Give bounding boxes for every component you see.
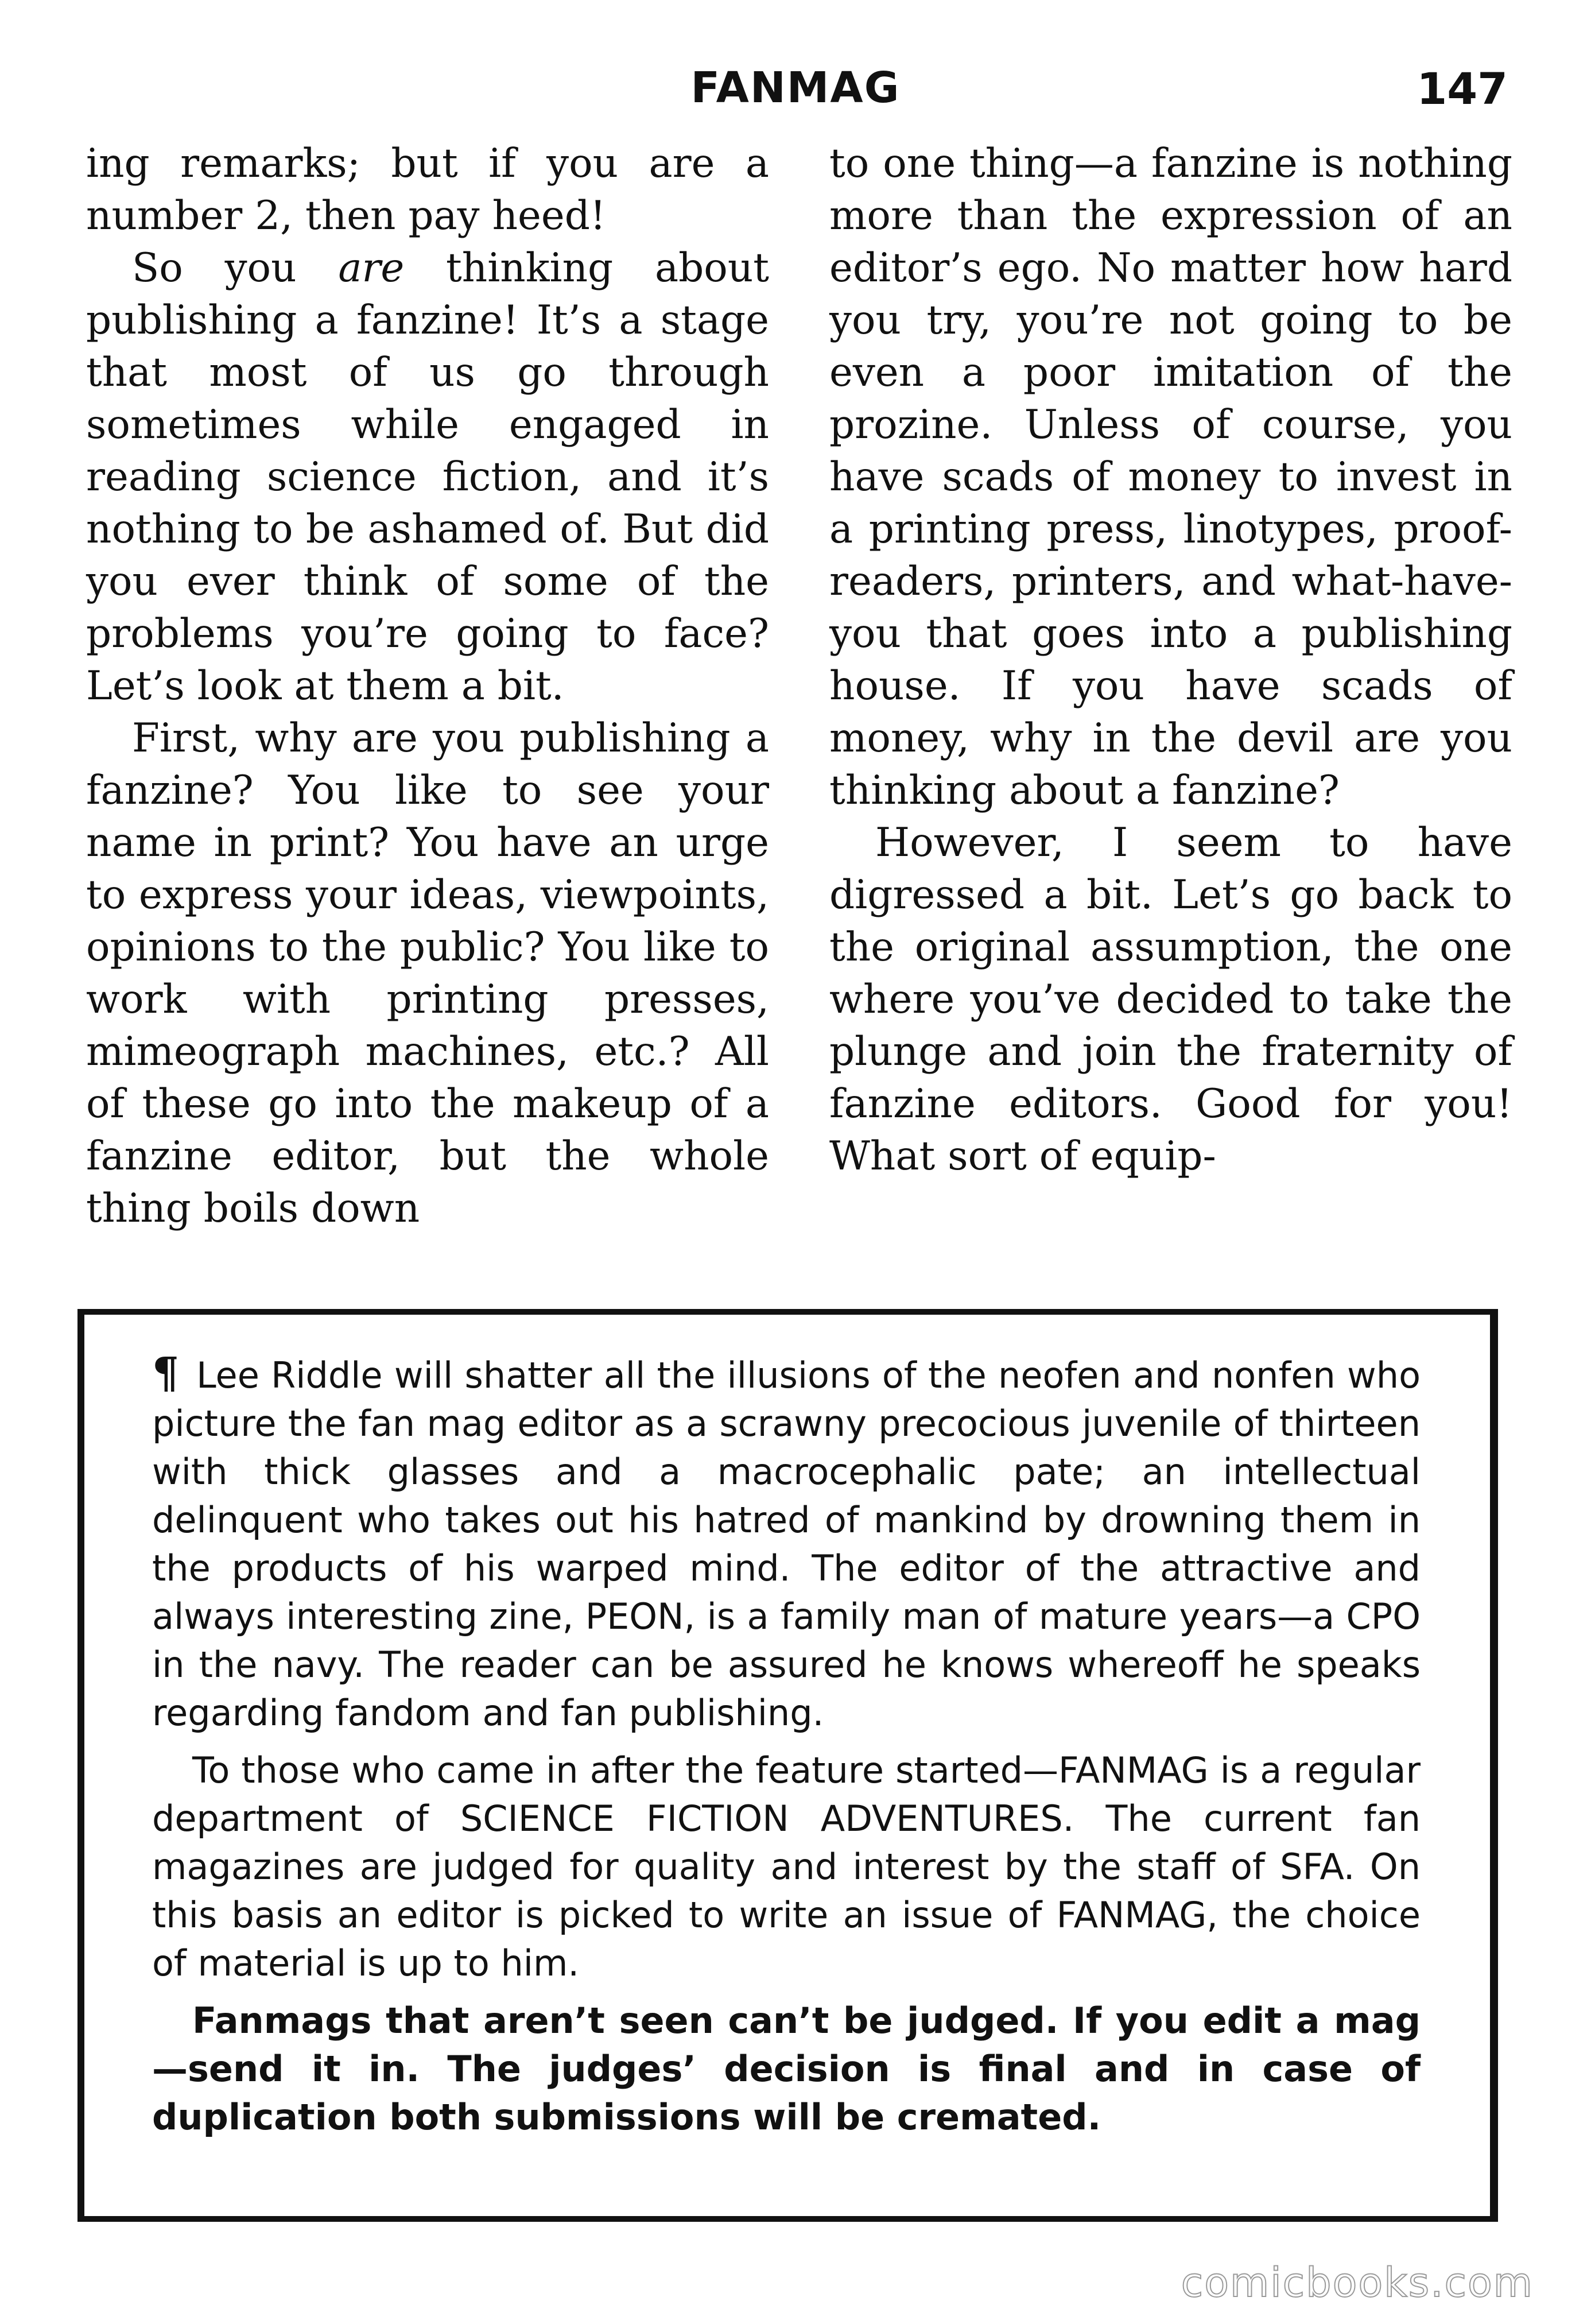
left-paragraph-1: ing remarks; but if you are a number 2, then pay heed! xyxy=(86,141,769,239)
page-title: FANMAG xyxy=(690,63,901,113)
left-paragraph-2-start: So you xyxy=(132,245,339,291)
left-paragraph-2 xyxy=(86,242,769,712)
editor-note-paragraph-1 xyxy=(152,1349,1421,1737)
right-column xyxy=(829,138,1512,1183)
left-paragraph-3: First, why are you publishing a fanzine? You like to see your name in print? You have an urge to express your ideas, viewpoints, opinions to the public? You like to work with printing presses, mimeograph machines, etc.? All of these go into the makeup of a fanzine editor, but the whole thing boils down xyxy=(86,715,769,1231)
watermark: comicbooks.com xyxy=(1181,2259,1534,2306)
emphasis-are: are xyxy=(338,245,405,291)
left-paragraph-2-rest: thinking about publishing a fanzine! It’s a stage that most of us go through sometimes while engaged in reading science fiction, and it’s nothing to be ashamed of. But did you ever think of some of the problems you’re going to face? Let’s look at them a bit. xyxy=(86,245,769,709)
editor-note-paragraph-1-text: Lee Riddle will shatter all the illusions of the neofen and nonfen who picture the fan mag editor as a scrawny precocious juvenile of thirteen with thick glasses and a macrocephalic pate; an intellectual delinquent who takes out his hatred of mankind by drowning them in the products of his warped mind. The editor of the attractive and always interesting zine, PEON, is a family man of mature years—a CPO in the navy. The reader can be assured he knows whereoff he speaks regarding fandom and fan publishing. xyxy=(152,1354,1421,1734)
editor-note-text xyxy=(152,1349,1421,2151)
right-paragraph-1: to one thing—a fanzine is nothing more than the expression of an editor’s ego. No matter how hard you try, you’re not going to be even a poor imitation of the prozine. Unless of course, you have scads of money to invest in a printing press, linotypes, proof-readers, printers, and what-have-you that goes into a publishing house. If you have scads of money, why in the devil are you thinking about a fanzine? xyxy=(829,141,1512,814)
page-number: 147 xyxy=(1417,63,1508,114)
right-paragraph-2: However, I seem to have digressed a bit. Let’s go back to the original assumption, the one where you’ve decided to take the plunge and join the fraternity of fanzine editors. Good for you! What sort of equip- xyxy=(829,820,1512,1179)
editor-note-paragraph-3: Fanmags that aren’t seen can’t be judged. If you edit a mag—send it in. The judges’ decision is final and in case of duplication both submissions will be cremated. xyxy=(152,2000,1421,2138)
running-head xyxy=(0,63,1591,126)
left-column xyxy=(86,138,769,1235)
pilcrow-icon: ¶ xyxy=(152,1349,180,1398)
editor-note-paragraph-2: To those who came in after the feature started—FANMAG is a regular department of SCIENCE FICTION ADVENTURES. The current fan magazines are judged for quality and interest by the staff of SFA. On this basis an editor is picked to write an issue of FANMAG, the choice of material is up to him. xyxy=(152,1749,1421,1984)
